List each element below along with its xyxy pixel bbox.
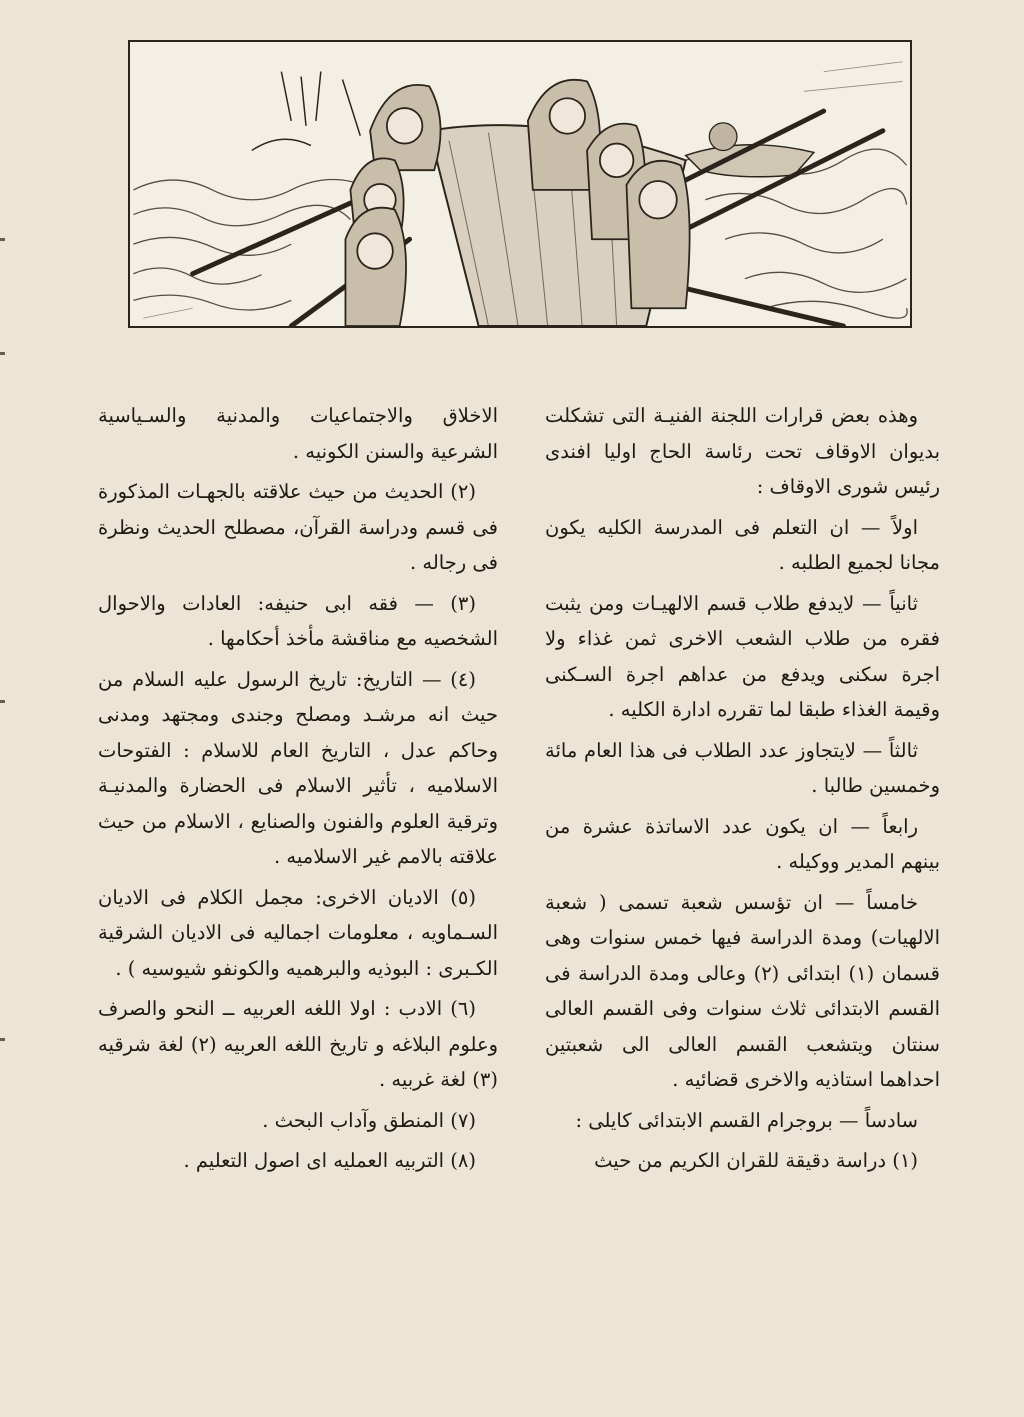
list-item: (١) دراسة دقيقة للقران الكريم من حيث xyxy=(594,1149,918,1172)
list-item: (٥) الاديان الاخرى: مجمل الكلام فى الاديان السـماويه ، معلومات اجماليه فى الاديان الشرقية الكـبرى : البوذيه والبرهميه والكونفو شيوسيه ) . xyxy=(98,885,498,980)
list-item: اولاً — ان التعلم فى المدرسة الكليه يكون مجانا لجميع الطلبه . xyxy=(545,515,940,574)
list-item: (٣) — فقه ابى حنيفه: العادات والاحوال الشخصيه مع مناقشة مأخذ أحكامها . xyxy=(98,591,498,650)
intro-paragraph: وهذه بعض قرارات اللجنة الفنيـة التى تشكلت بديوان الاوقاف تحت رئاسة الحاج اوليا افندى رئيس شورى الاوقاف : xyxy=(545,404,940,498)
binding-mark xyxy=(0,1038,5,1041)
list-item: (٤) — التاريخ: تاريخ الرسول عليه السلام من حيث انه مرشـد ومصلح وجندى ومجتهد ومدنى وحاكم عدل ، التاريخ العام للاسلام : الفتوحات الاسلاميه ، تأثير الاسلام فى الحضارة والمدنيـة وترقية العلوم والفنون والصنايع ، الاسلام من حيث علاقته بالامم غير الاسلاميه . xyxy=(98,667,498,868)
rowing-boat-illustration-icon xyxy=(128,40,912,328)
list-item: (٧) المنطق وآداب البحث . xyxy=(262,1108,476,1132)
list-item: ثانياً — لايدفع طلاب قسم الالهيـات ومن يثبت فقره من طلاب الشعب الاخرى ثمن غذاء ولا اجرة سكنى ويدفع من عداهم اجرة السـكنى وقيمة الغذاء طبقا لما تقرره ادارة الكليه . xyxy=(545,591,940,721)
left-text-column xyxy=(98,398,498,1184)
right-text-column xyxy=(545,398,940,1184)
list-item: الاخلاق والاجتماعيات والمدنية والسـياسية الشرعية والسنن الكونيه . xyxy=(98,404,498,463)
binding-mark xyxy=(0,700,5,703)
list-item: ثالثاً — لايتجاوز عدد الطلاب فى هذا العام مائة وخمسين طالبا . xyxy=(545,738,940,797)
list-item: خامساً — ان تؤسس شعبة تسمى ( شعبة الالهيات) ومدة الدراسة فيها خمس سنوات وهى قسمان (١) ابتدائى (٢) وعالى ومدة الدراسة فى القسم الابتدائى ثلاث سنوات وفى القسم العالى سنتان ويتشعب القسم العالى الى شعبتين احداهما استاذيه والاخرى قضائيه . xyxy=(545,890,941,1091)
list-item: (٨) التربيه العمليه اى اصول التعليم . xyxy=(183,1149,476,1172)
list-item: (٢) الحديث من حيث علاقته بالجهـات المذكورة فى قسم ودراسة القرآن، مصطلح الحديث ونظرة فى رجاله . xyxy=(98,480,498,574)
list-item: (٦) الادب : اولا اللغه العربيه ــ النحو والصرف وعلوم البلاغه و تاريخ اللغه العربيه (٢) لغة شرقيه (٣) لغة غربيه . xyxy=(98,997,498,1091)
binding-mark xyxy=(0,352,5,355)
list-item: سادساً — بروجرام القسم الابتدائى كايلى : xyxy=(575,1108,918,1132)
list-item: رابعاً — ان يكون عدد الاساتذة عشرة من بينهم المدير ووكيله . xyxy=(545,814,940,873)
binding-mark xyxy=(0,238,5,241)
